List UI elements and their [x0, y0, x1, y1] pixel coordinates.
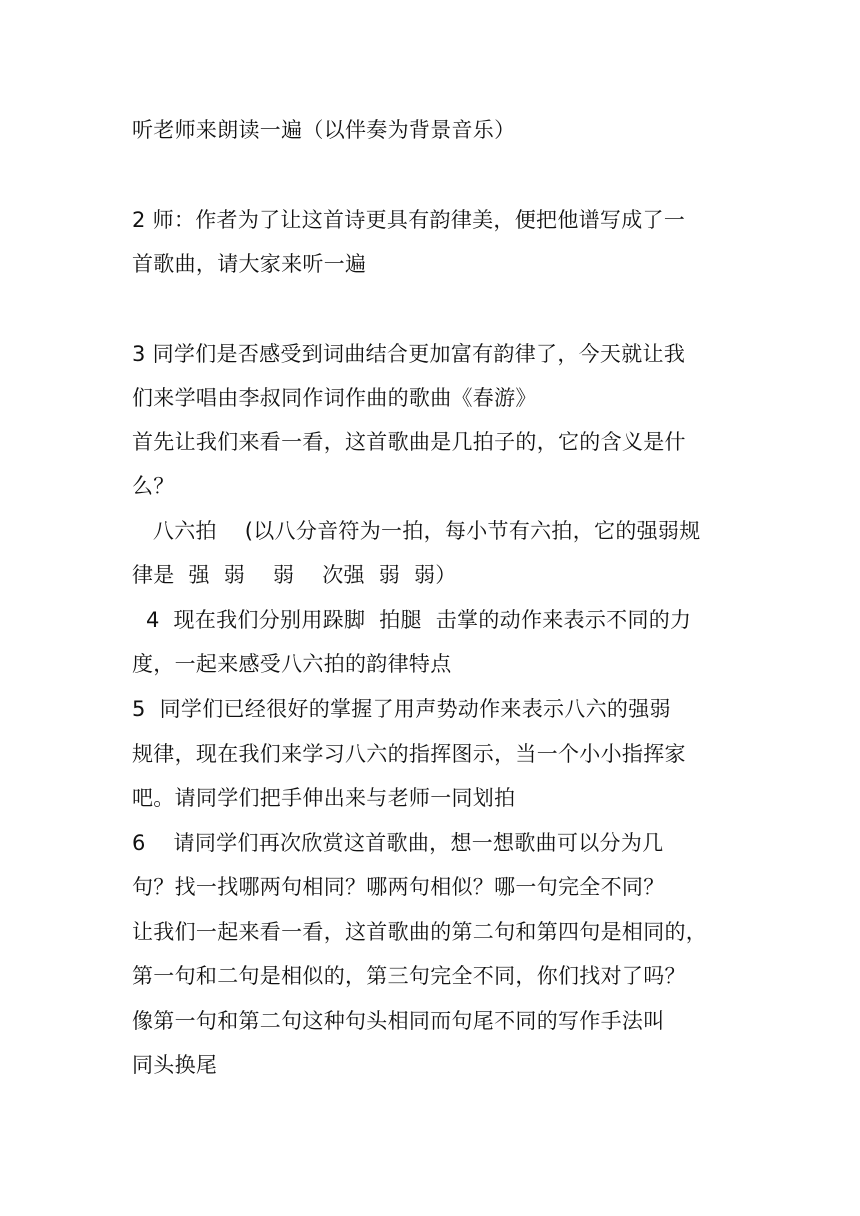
text-line: 第一句和二句是相似的，第三句完全不同，你们找对了吗？ — [132, 964, 686, 988]
text-line: 2 师：作者为了让这首诗更具有韵律美，便把他谱写成了一 — [132, 208, 686, 232]
text-line: 八六拍 (以八分音符为一拍，每小节有六拍，它的强弱规 — [132, 519, 701, 543]
text-line: 度，一起来感受八六拍的韵律特点 — [132, 652, 452, 676]
text-line: 首先让我们来看一看，这首歌曲是几拍子的，它的含义是什 — [132, 430, 686, 454]
text-line: 5 同学们已经很好的掌握了用声势动作来表示八六的强弱 — [132, 697, 671, 721]
text-line: 们来学唱由李叔同作词作曲的歌曲《春游》 — [132, 386, 537, 410]
text-line: 听老师来朗读一遍（以伴奏为背景音乐） — [132, 118, 516, 142]
text-line: 律是 强 弱 弱 次强 弱 弱） — [132, 563, 457, 587]
text-line: 句？找一找哪两句相同？哪两句相似？哪一句完全不同？ — [132, 875, 665, 899]
text-line: 吧。请同学们把手伸出来与老师一同划拍 — [132, 786, 516, 810]
text-line: 6 请同学们再次欣赏这首歌曲，想一想歌曲可以分为几 — [132, 831, 664, 855]
text-line: 首歌曲，请大家来听一遍 — [132, 252, 367, 276]
text-line: 4 现在我们分别用跺脚 拍腿 击掌的动作来表示不同的力 — [132, 608, 692, 632]
text-line: 让我们一起来看一看，这首歌曲的第二句和第四句是相同的， — [132, 920, 708, 944]
text-line: 么？ — [132, 474, 175, 498]
text-line: 像第一句和第二句这种句头相同而句尾不同的写作手法叫 — [132, 1009, 665, 1033]
text-line: 3 同学们是否感受到词曲结合更加富有韵律了，今天就让我 — [132, 342, 686, 366]
text-line: 同头换尾 — [132, 1053, 218, 1077]
text-line: 规律，现在我们来学习八六的指挥图示，当一个小小指挥家 — [132, 742, 686, 766]
